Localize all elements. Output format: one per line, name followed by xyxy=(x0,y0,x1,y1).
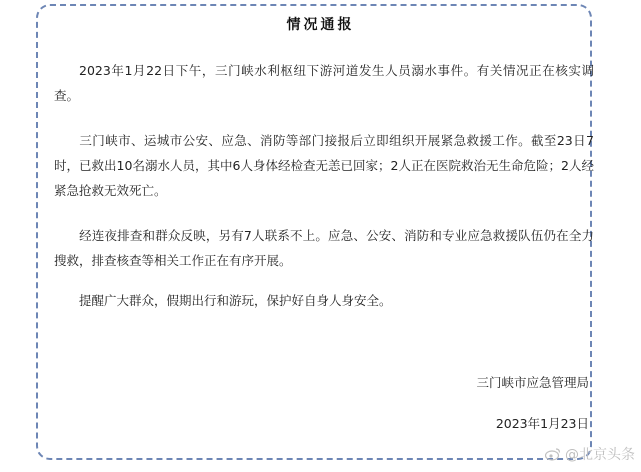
weibo-icon xyxy=(545,447,561,461)
notice-paragraph-4 xyxy=(54,288,594,313)
notice-paragraph-3 xyxy=(54,223,594,273)
paragraph-text: 经连夜排查和群众反映，另有7人联系不上。应急、公安、消防和专业应急救援队伍仍在全力搜救，排查核查等相关工作正在有序开展。 xyxy=(54,228,594,268)
paragraph-text: 三门峡市、运城市公安、应急、消防等部门接报后立即组织开展紧急救援工作。截至23日7时，已救出10名溺水人员，其中6人身体经检查无恙已回家；2人正在医院救治无生命危险；2人经紧急抢救无效死亡。 xyxy=(54,133,594,198)
signature-date: 2023年1月23日 xyxy=(495,416,589,431)
signature-org: 三门峡市应急管理局 xyxy=(476,375,589,390)
paragraph-text: 提醒广大群众，假期出行和游玩，保护好自身人身安全。 xyxy=(79,293,392,308)
notice-paragraph-1 xyxy=(54,58,594,108)
notice-paragraph-2 xyxy=(54,128,594,203)
watermark xyxy=(545,444,635,464)
watermark-text: @北京头条 xyxy=(565,447,635,463)
paragraph-text: 2023年1月22日下午，三门峡水利枢纽下游河道发生人员溺水事件。有关情况正在核实调查。 xyxy=(54,63,594,103)
notice-title: 情况通报 xyxy=(286,17,355,33)
